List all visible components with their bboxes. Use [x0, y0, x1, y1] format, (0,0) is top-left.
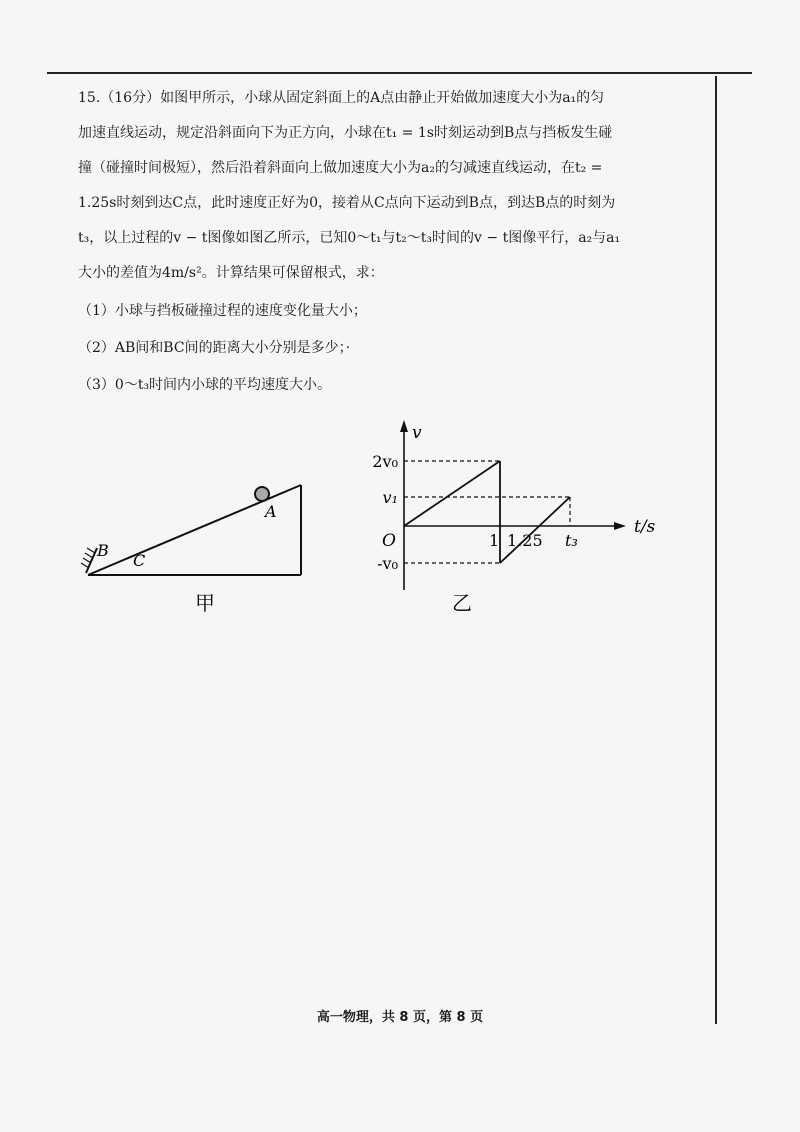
tick-v1: v₁ [382, 488, 398, 507]
label-C: C [133, 551, 146, 570]
question-3: （3）0～t₃时间内小球的平均速度大小。 [78, 377, 332, 393]
question-2: （2）AB间和BC间的距离大小分别是多少；· [78, 340, 351, 356]
question-1: （1）小球与挡板碰撞过程的速度变化量大小； [78, 303, 367, 319]
tick-2v0: 2v₀ [372, 452, 398, 471]
guide-lines [404, 461, 570, 563]
vt-graph [400, 420, 626, 590]
tick-1-25: 1.25 [507, 531, 543, 550]
t-axis-arrow-icon [614, 522, 626, 530]
v-axis-arrow-icon [400, 420, 408, 432]
barrier-hatch [81, 548, 95, 568]
ball-icon [255, 487, 269, 501]
problem-line: 加速直线运动，规定沿斜面向下为正方向，小球在t₁ = 1s时刻运动到B点与挡板发生碰 [78, 125, 613, 141]
problem-line: 撞（碰撞时间极短），然后沿着斜面向上做加速度大小为a₂的匀减速直线运动，在t₂ = [78, 160, 603, 176]
tick-t3: t₃ [565, 531, 578, 550]
label-B: B [97, 541, 109, 560]
origin-label: O [382, 531, 396, 551]
problem-line: 15.（16分）如图甲所示，小球从固定斜面上的A点由静止开始做加速度大小为a₁的匀 [78, 90, 605, 106]
caption-jia: 甲 [195, 591, 215, 615]
page-footer: 高一物理，共 8 页，第 8 页 [316, 1010, 484, 1025]
segment-t1-t3 [500, 497, 570, 563]
label-A: A [265, 502, 277, 521]
problem-line: t₃，以上过程的v − t图像如图乙所示，已知0～t₁与t₂～t₃时间的v − t图像平行，a₂与a₁ [78, 230, 621, 246]
incline-slope [88, 485, 301, 575]
problem-line: 1.25s时刻到达C点，此时速度正好为0，接着从C点向下运动到B点，到达B点的时刻为 [78, 195, 616, 211]
tick-neg-v0: -v₀ [377, 554, 398, 573]
segment-0-t1 [404, 461, 500, 526]
axis-v-label: v [412, 423, 422, 443]
caption-yi: 乙 [452, 591, 472, 615]
tick-1: 1 [489, 531, 500, 550]
axis-t-label: t/s [634, 517, 656, 537]
problem-line: 大小的差值为4m/s²。计算结果可保留根式，求： [78, 265, 384, 281]
incline-figure [81, 485, 301, 575]
